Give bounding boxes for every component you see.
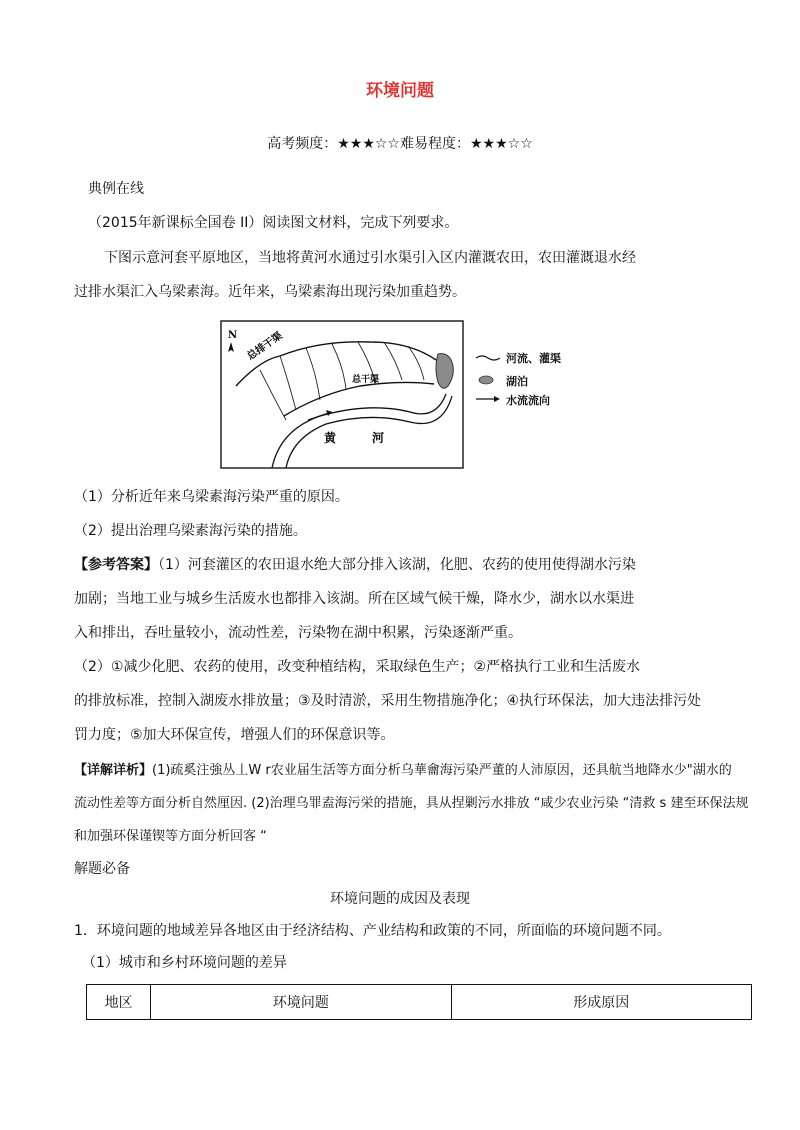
table-header-region: 地区 (87, 985, 151, 1020)
table-header-row (87, 985, 752, 1020)
analysis-line-3: 和加强环保谨锲等方面分析回客 “ (74, 829, 267, 844)
analysis-label: 【详解详析】 (74, 763, 153, 778)
river-label-2: 河 (372, 431, 385, 445)
analysis-line-2: 流动性差等方面分析自然厘因. (2)治理乌罪盍海污栄的措施，具从捏剿污水排放 “咸少农业污染 “清救 s 建至环保法规 (74, 796, 749, 811)
section-heading-essentials: 解题必备 (74, 861, 130, 877)
main-canal-label: 总干渠 (352, 375, 380, 385)
question-1: （1）分析近年来乌梁素海污染严重的原因。 (74, 489, 349, 505)
main-drain-label: 总排干渠 (245, 330, 285, 363)
answer-label: 【参考答案】 (74, 557, 158, 573)
answer-line-6: 罚力度；⑤加大环保宣传，增强人们的环保意识等。 (74, 727, 395, 743)
answer-line-5: 的排放标准，控制入湖废水排放量；③及时清淤，采用生物措施净化；④执行环保法，加大违法排污处 (74, 693, 702, 709)
river-legend-icon (476, 356, 500, 360)
lake-legend-icon (479, 376, 493, 384)
urban-rural-table (86, 984, 752, 1020)
answer-line-2: 加剧；当地工业与城乡生活废水也都排入该湖。所在区域气候干燥，降水少，湖水以水渠进 (74, 591, 634, 607)
legend-lake-label: 湖泊 (506, 375, 528, 388)
answer-line-4: （2）①减少化肥、农药的使用，改变种植结构，采取绿色生产；②严格执行工业和生活废水 (74, 659, 641, 675)
flow-direction-legend-icon (494, 396, 500, 402)
answer-line-1 (74, 556, 636, 574)
table-header-cause: 形成原因 (451, 985, 751, 1020)
intro-paragraph-line-2: 过排水渠汇入乌梁素海。近年来，乌梁素海出现污染加重趋势。 (74, 284, 466, 300)
question-2: （2）提出治理乌梁素海污染的措施。 (74, 523, 307, 539)
hetao-plain-map (220, 320, 464, 469)
paragraph-1: 1．环境问题的地域差异各地区由于经济结构、产业结构和政策的不同，所面临的环境问题不同。 (74, 923, 671, 939)
section-heading-example: 典例在线 (88, 181, 144, 197)
page-title: 环境问题 (366, 81, 434, 101)
river-label-1: 黄 (324, 431, 337, 445)
north-label: N (228, 330, 238, 341)
table-header-problem: 环境问题 (151, 985, 451, 1020)
analysis-text-1: (1)疏奚注強丛丄W r农业届生活等方面分析乌華龠海污染严董的人沛原因，还具航当地降水少"湖水的 (152, 763, 732, 778)
intro-paragraph-line-1: 下图示意河套平原地区，当地将黄河水通过引水渠引入区内灌溉农田，农田灌溉退水经 (104, 250, 636, 266)
paragraph-1-sub: （1）城市和乡村环境问题的差异 (82, 955, 287, 971)
legend-flow-label: 水流流向 (506, 394, 550, 407)
map-legend-symbols (474, 350, 504, 406)
analysis-line-1 (74, 762, 732, 780)
legend-river-label: 河流、灌渠 (506, 352, 561, 365)
source-line: （2015年新课标全国卷 II）阅读图文材料，完成下列要求。 (88, 215, 459, 231)
subtitle-causes: 环境问题的成因及表现 (330, 891, 470, 907)
answer-text-1: （1）河套灌区的农田退水绝大部分排入该湖，化肥、农药的使用使得湖水污染 (158, 557, 636, 573)
answer-line-3: 入和排出，吞吐量较小，流动性差，污染物在湖中积累，污染逐渐严重。 (74, 625, 522, 641)
frequency-difficulty-line: 高考频度：★★★☆☆难易程度：★★★☆☆ (267, 136, 533, 152)
